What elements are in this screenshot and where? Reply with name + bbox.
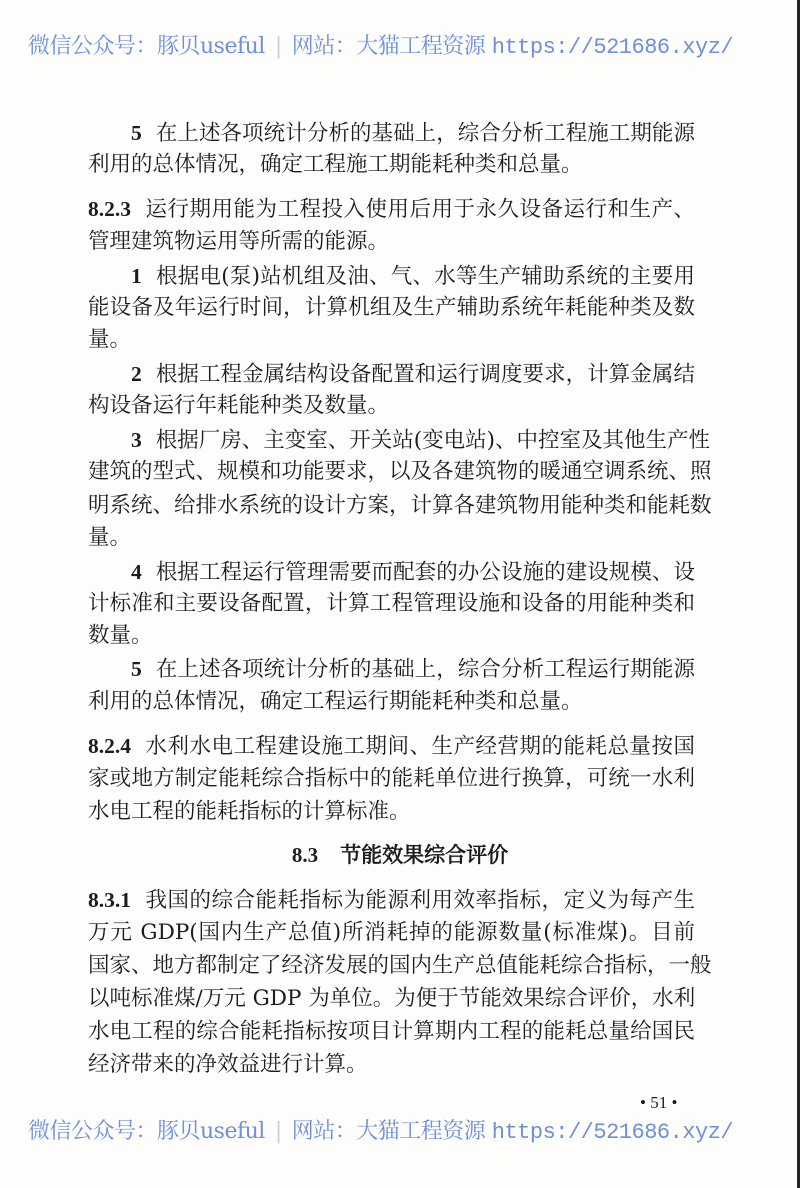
paragraph-line: 万元 GDP(国内生产总值)所消耗掉的能源数量(标准煤)。目前 — [88, 920, 695, 945]
paragraph-line: 利用的总体情况，确定工程运行期能耗种类和总量。 — [88, 689, 583, 714]
paragraph-line: 经济带来的净效益进行计算。 — [88, 1052, 368, 1077]
watermark-wechat: 微信公众号：豚贝useful — [28, 1119, 265, 1144]
paragraph-line: 数量。 — [88, 623, 153, 648]
paragraph-line: 利用的总体情况，确定工程施工期能耗种类和总量。 — [88, 152, 583, 177]
paragraph-line: 量。 — [88, 525, 132, 550]
paragraph-line: 4 根据工程运行管理需要而配套的办公设施的建设规模、设 — [131, 560, 695, 585]
paragraph-line: 建筑的型式、规模和功能要求，以及各建筑物的暖通空调系统、照 — [88, 459, 712, 484]
paragraph-line: 计标准和主要设备配置，计算工程管理设施和设备的用能种类和 — [88, 591, 695, 616]
paragraph-line: 国家、地方都制定了经济发展的国内生产总值能耗综合指标，一般 — [88, 953, 712, 978]
paragraph-line: 水电工程的能耗指标的计算标准。 — [88, 799, 411, 824]
paragraph-line: 构设备运行年耗能种类及数量。 — [88, 393, 390, 418]
paragraph-line: 5 在上述各项统计分析的基础上，综合分析工程施工期能源 — [131, 121, 695, 146]
watermark-site: 网站：大猫工程资源 — [291, 1119, 486, 1144]
watermark-bottom — [28, 1114, 763, 1145]
paragraph-line: 管理建筑物运用等所需的能源。 — [88, 229, 390, 254]
watermark-wechat: 微信公众号：豚贝useful — [28, 34, 265, 59]
watermark-site: 网站：大猫工程资源 — [291, 34, 486, 59]
paragraph-line: 3 根据厂房、主变室、开关站(变电站)、中控室及其他生产性 — [131, 428, 711, 453]
clause-8-2-3: 8.2.3 运行期用能为工程投入使用后用于永久设备运行和生产、 — [88, 197, 695, 222]
paragraph-line: 能设备及年运行时间，计算机组及生产辅助系统年耗能种类及数 — [88, 295, 695, 320]
paragraph-line: 1 根据电(泵)站机组及油、气、水等生产辅助系统的主要用 — [131, 264, 695, 289]
paragraph-line: 水电工程的综合能耗指标按项目计算期内工程的能耗总量给国民 — [88, 1019, 695, 1044]
watermark-separator: | — [274, 1119, 282, 1144]
page-number: • 51 • — [640, 1093, 678, 1112]
paragraph-line: 家或地方制定能耗综合指标中的能耗单位进行换算，可统一水利 — [88, 766, 695, 791]
paragraph-line: 2 根据工程金属结构设备配置和运行调度要求，计算金属结 — [131, 362, 695, 387]
clause-8-3-1: 8.3.1 我国的综合能耗指标为能源利用效率指标，定义为每产生 — [88, 888, 695, 913]
paragraph-line: 明系统、给排水系统的设计方案，计算各建筑物用能种类和能耗数 — [88, 493, 712, 518]
paragraph-line: 量。 — [88, 327, 132, 352]
watermark-separator: | — [274, 34, 282, 59]
paragraph-line: 以吨标准煤/万元 GDP 为单位。为便于节能效果综合评价，水利 — [88, 986, 696, 1011]
section-heading: 8.3 节能效果综合评价 — [291, 842, 509, 867]
watermark-url: https://521686.xyz/ — [491, 35, 734, 60]
watermark-url: https://521686.xyz/ — [491, 1120, 734, 1145]
watermark-top — [28, 29, 763, 60]
clause-8-2-4: 8.2.4 水利水电工程建设施工期间、生产经营期的能耗总量按国 — [88, 734, 695, 759]
paragraph-line: 5 在上述各项统计分析的基础上，综合分析工程运行期能源 — [131, 657, 695, 682]
